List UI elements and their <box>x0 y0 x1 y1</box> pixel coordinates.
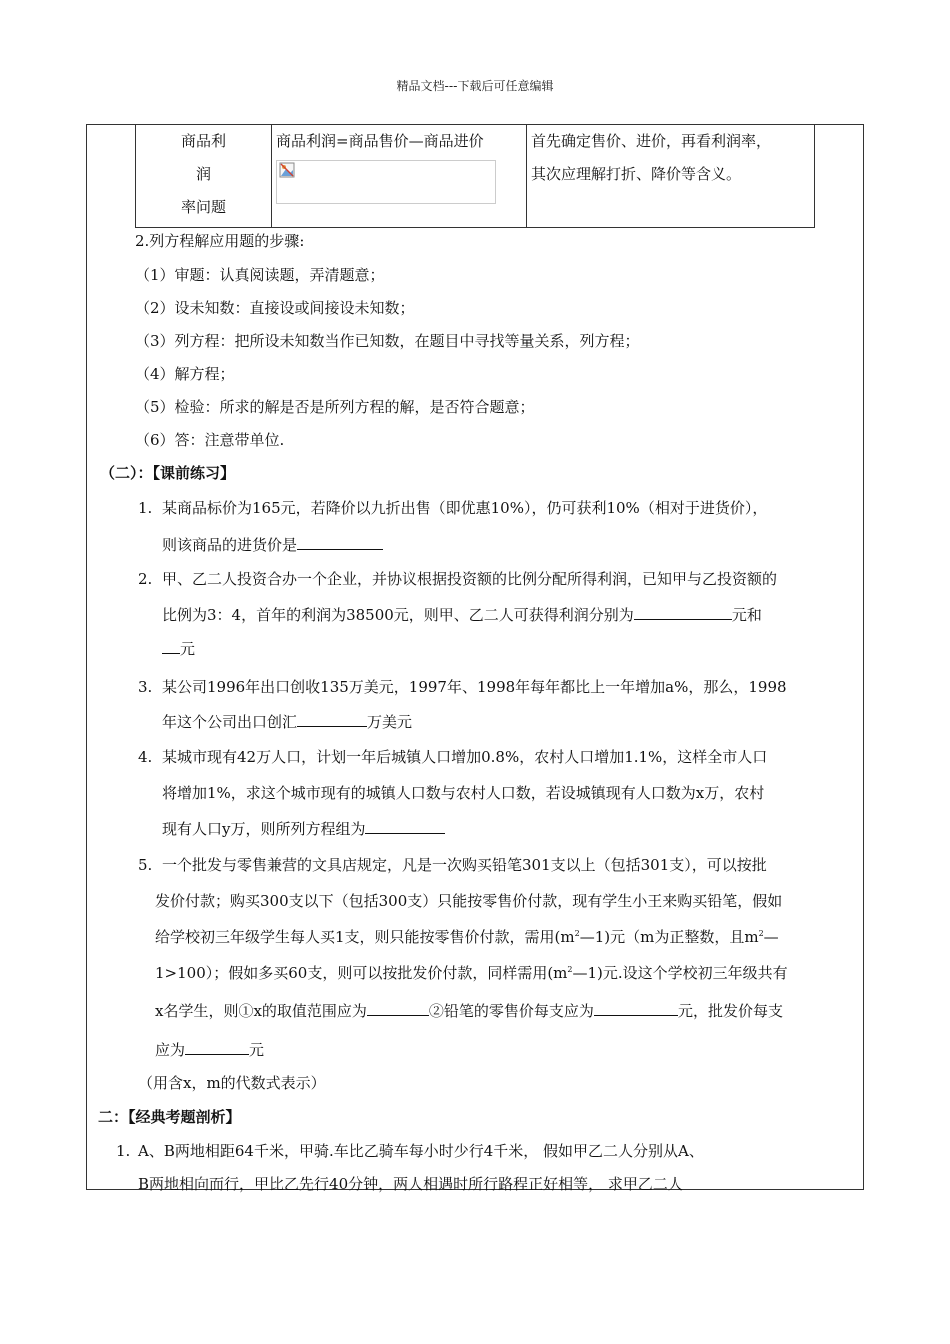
steps-title: 2.列方程解应用题的步骤: <box>135 232 305 250</box>
example-1-line-1 <box>116 1140 704 1161</box>
exercise-text: 某公司1996年出口创收135万美元，1997年、1998年每年都比上一年增加a%，那么，1998 <box>162 678 787 696</box>
example-number: 1. <box>116 1142 131 1160</box>
exercise-number: 4. <box>138 748 153 766</box>
step-5: （5）检验：所求的解是否是所列方程的解，是否符合题意； <box>135 398 535 416</box>
answer-blank <box>185 1040 249 1055</box>
step-3: （3）列方程：把所设未知数当作已知数，在题目中寻找等量关系，列方程； <box>135 332 640 350</box>
answer-blank <box>162 639 180 654</box>
exercise-5-line-6 <box>155 1039 264 1060</box>
formula-table <box>135 124 815 228</box>
formula-text: 商品利润=商品售价—商品进价 <box>276 132 484 150</box>
exercise-text: 元 <box>180 640 196 658</box>
exercise-5-line-3 <box>155 926 779 947</box>
section-title-practice: （二）：【课前练习】 <box>100 464 236 482</box>
topic-line-1: 商品利 <box>180 132 226 150</box>
exercise-text: 年这个公司出口创汇 <box>162 713 298 731</box>
exercise-text: 某城市现有42万人口，计划一年后城镇人口增加0.8%，农村人口增加1.1%，这样全市人口 <box>162 748 768 766</box>
method-line-1: 首先确定售价、进价，再看利润率， <box>531 132 772 150</box>
exercise-text: 万美元 <box>367 713 413 731</box>
exercise-4-line-3 <box>162 818 445 839</box>
exercise-text: 则该商品的进货价是 <box>162 536 298 554</box>
exercise-3-line-2 <box>162 711 412 732</box>
exercise-4-line-1 <box>138 746 767 767</box>
step-2: （2）设未知数：直接设或间接设未知数； <box>135 299 415 317</box>
exercise-number: 5. <box>138 856 153 874</box>
exercise-text: 现有人口y万，则所列方程组为 <box>162 820 366 838</box>
topic-line-3: 率问题 <box>180 198 226 216</box>
exercise-1-line-2 <box>162 534 383 555</box>
exercise-text: 应为 <box>155 1041 186 1059</box>
answer-blank <box>594 1001 678 1016</box>
formula-image-box <box>276 160 496 204</box>
exercise-text: 元和 <box>731 606 762 624</box>
step-4: （4）解方程； <box>135 365 235 383</box>
exercise-text: 元，批发价每支 <box>677 1002 783 1020</box>
step-6: （6）答：注意带单位. <box>135 431 285 449</box>
topic-cell <box>136 125 272 228</box>
exercise-text: —1)元（m为正整数，且m <box>579 928 759 946</box>
exercise-number: 3. <box>138 678 153 696</box>
example-1-line-2: B两地相向而行，甲比乙先行40分钟，两人相遇时所行路程正好相等， 求甲乙二人 <box>138 1175 683 1193</box>
exercise-5-line-1 <box>138 854 767 875</box>
section-title-examples: 二：【经典考题剖析】 <box>98 1108 241 1126</box>
formula-cell <box>272 125 527 228</box>
exercise-text: — <box>763 928 779 946</box>
exercise-number: 2. <box>138 570 153 588</box>
exercise-2-line-3 <box>162 638 195 659</box>
exercise-5-line-4 <box>155 962 788 983</box>
exercise-text: 给学校初三年级学生每人买1支，则只能按零售价付款，需用(m <box>155 928 575 946</box>
answer-blank <box>297 712 367 727</box>
exercise-3-line-1 <box>138 676 787 697</box>
exercise-2-line-1 <box>138 568 777 589</box>
answer-blank <box>365 819 445 834</box>
exercise-1-line-1 <box>138 497 767 518</box>
method-cell <box>527 125 815 228</box>
exercise-5-line-2: 发价付款；购买300支以下（包括300支）只能按零售价付款，现有学生小王来购买铅笔，假如 <box>155 892 783 910</box>
exercise-text: 比例为3：4，首年的利润为38500元，则甲、乙二人可获得利润分别为 <box>162 606 634 624</box>
exercise-2-line-2 <box>162 604 762 625</box>
superscript: 2 <box>567 965 573 974</box>
exercise-4-line-2: 将增加1%，求这个城市现有的城镇人口数与农村人口数，若设城镇现有人口数为x万，农村 <box>162 784 765 802</box>
method-line-2: 其次应理解打折、降价等含义。 <box>531 165 742 183</box>
exercise-text: 一个批发与零售兼营的文具店规定，凡是一次购买铅笔301支以上（包括301支），可以按批 <box>162 856 767 874</box>
exercise-5-note: （用含x，m的代数式表示） <box>138 1074 326 1092</box>
answer-blank <box>297 535 383 550</box>
table-row <box>136 125 815 228</box>
topic-line-2: 润 <box>195 165 211 183</box>
example-text: A、B两地相距64千米，甲骑.车比乙骑车每小时少行4千米， 假如甲乙二人分别从A、 <box>138 1142 704 1160</box>
exercise-text: 某商品标价为165元，若降价以九折出售（即优惠10%），仍可获利10%（相对于进货价）， <box>162 499 768 517</box>
exercise-text: 元 <box>249 1041 265 1059</box>
exercise-text: 甲、乙二人投资合办一个企业，并协议根据投资额的比例分配所得利润，已知甲与乙投资额的 <box>162 570 778 588</box>
answer-blank <box>367 1001 429 1016</box>
exercise-text: x名学生，则①x的取值范围应为 <box>155 1002 367 1020</box>
superscript: 2 <box>758 929 764 938</box>
exercise-text: 1>100）；假如多买60支，则可以按批发价付款，同样需用(m <box>155 964 568 982</box>
page-header: 精品文档---下载后可任意编辑 <box>396 79 554 93</box>
exercise-5-line-5 <box>155 1000 783 1021</box>
exercise-text: —1)元.设这个学校初三年级共有 <box>572 964 788 982</box>
broken-image-icon <box>279 162 295 178</box>
exercise-text: ②铅笔的零售价每支应为 <box>428 1002 594 1020</box>
step-1: （1）审题：认真阅读题，弄清题意； <box>135 266 385 284</box>
superscript: 2 <box>574 929 580 938</box>
exercise-number: 1. <box>138 499 153 517</box>
answer-blank <box>634 605 732 620</box>
